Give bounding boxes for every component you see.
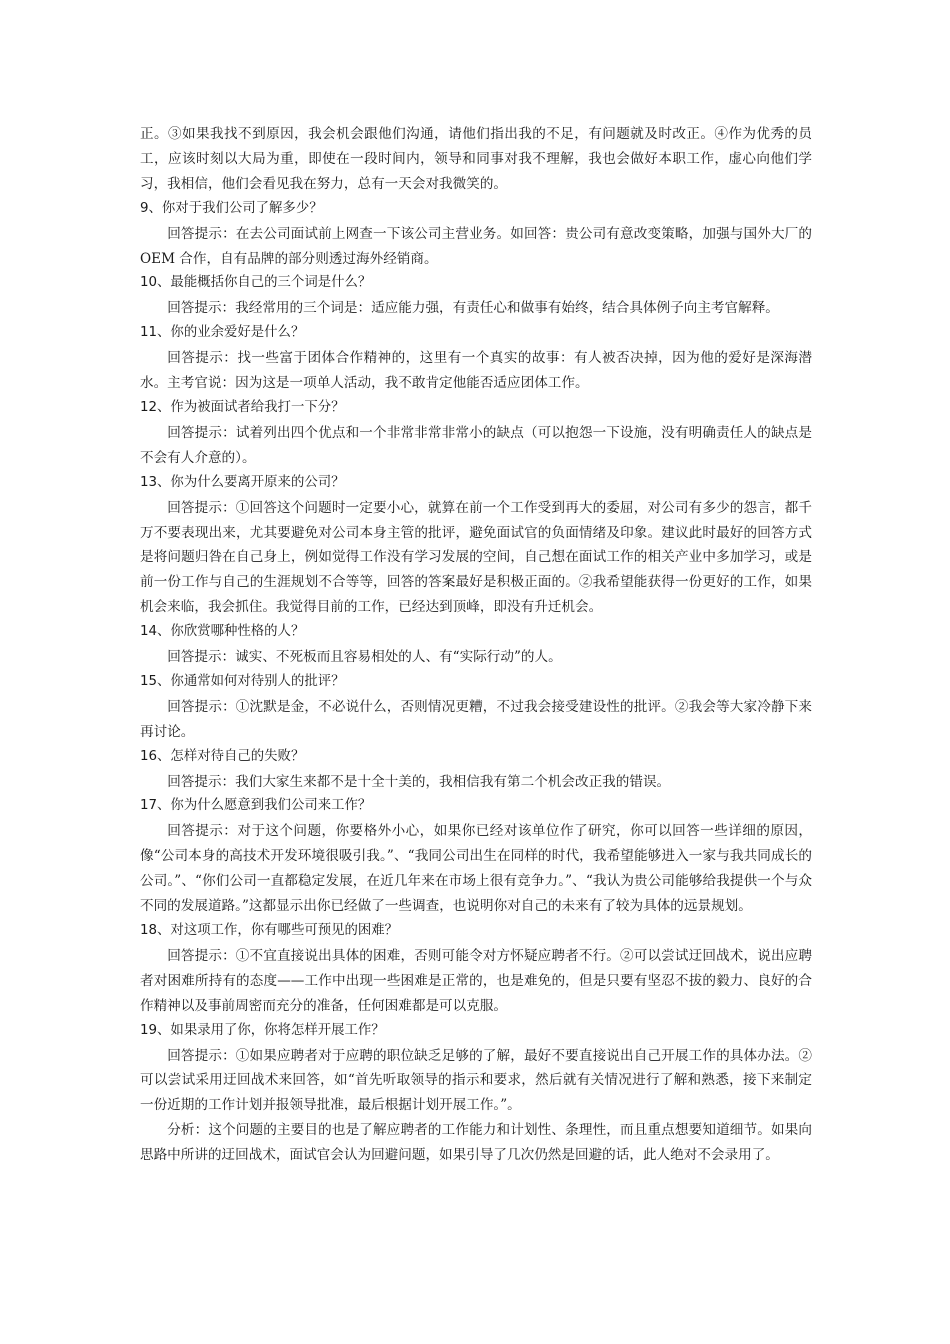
answer-17: 回答提示：对于这个问题，你要格外小心，如果你已经对该单位作了研究，你可以回答一些详细的原因，像“公司本身的高技术开发环境很吸引我。”、“我同公司出生在同样的时代，我希望能够进入一家与我共同成长的公司。”、“你们公司一直都稳定发展，在近几年来在市场上很有竞争力。”、“我认为贵公司能够给我提供一个与众不同的发展道路。”这都显示出你已经做了一些调查，也说明你对自己的未来有了较为具体的远景规划。 (140, 823, 812, 915)
question-17: 17、你为什么愿意到我们公司来工作？ (140, 798, 372, 814)
question-14: 14、你欣赏哪种性格的人？ (140, 624, 305, 640)
question-13: 13、你为什么要离开原来的公司？ (140, 474, 345, 490)
answer-13: 回答提示：①回答这个问题时一定要小心，就算在前一个工作受到再大的委屈，对公司有多少的怨言，都千万不要表现出来，尤其要避免对公司本身主管的批评，避免面试官的负面情绪及印象。建议此时最好的回答方式是将问题归咎在自己身上，例如觉得工作没有学习发展的空间，自己想在面试工作的相关产业中多加学习，或是前一份工作与自己的生涯规划不合等等，回答的答案最好是积极正面的。②我希望能获得一份更好的工作，如果机会来临，我会抓住。我觉得目前的工作，已经达到顶峰，即没有升迁机会。 (140, 499, 812, 616)
intro-paragraph: 正。③如果我找不到原因，我会机会跟他们沟通，请他们指出我的不足，有问题就及时改正。④作为优秀的员工，应该时刻以大局为重，即使在一段时间内，领导和同事对我不理解，我也会做好本职工作，虚心向他们学习，我相信，他们会看见我在努力，总有一天会对我微笑的。 (140, 126, 812, 192)
question-10: 10、最能概括你自己的三个词是什么？ (140, 275, 372, 291)
answer-9: 回答提示：在去公司面试前上网查一下该公司主营业务。如回答：贵公司有意改变策略，加强与国外大厂的 OEM 合作，自有品牌的部分则透过海外经销商。 (140, 225, 812, 267)
question-18: 18、对这项工作，你有哪些可预见的困难？ (140, 923, 399, 938)
answer-14: 回答提示：诚实、不死板而且容易相处的人、有“实际行动”的人。 (167, 649, 562, 666)
question-12: 12、作为被面试者给我打一下分？ (140, 399, 345, 415)
question-9: 9、你对于我们公司了解多少？ (140, 200, 323, 216)
document-body (140, 122, 812, 1168)
question-11: 11、你的业余爱好是什么？ (140, 325, 305, 341)
answer-18: 回答提示：①不宜直接说出具体的困难，否则可能令对方怀疑应聘者不行。②可以尝试迂回战术，说出应聘者对困难所持有的态度——工作中出现一些困难是正常的，也是难免的，但是只要有坚忍不拔的毅力、良好的合作精神以及事前周密而充分的准备，任何困难都是可以克服。 (140, 947, 812, 1014)
answer-16: 回答提示：我们大家生来都不是十全十美的，我相信我有第二个机会改正我的错误。 (167, 773, 671, 790)
analysis-19: 分析：这个问题的主要目的也是了解应聘者的工作能力和计划性、条理性，而且重点想要知道细节。如果向思路中所讲的迂回战术，面试官会认为回避问题，如果引导了几次仍然是回避的话，此人绝对不会录用了。 (140, 1122, 812, 1164)
question-16: 16、怎样对待自己的失败？ (140, 748, 305, 764)
answer-10: 回答提示：我经常用的三个词是：适应能力强，有责任心和做事有始终，结合具体例子向主考官解释。 (167, 300, 779, 317)
answer-15: 回答提示：①沈默是金，不必说什么，否则情况更糟，不过我会接受建设性的批评。②我会等大家冷静下来再讨论。 (140, 698, 812, 740)
question-15: 15、你通常如何对待别人的批评？ (140, 673, 345, 689)
question-19: 19、如果录用了你，你将怎样开展工作？ (140, 1022, 385, 1038)
answer-19: 回答提示：①如果应聘者对于应聘的职位缺乏足够的了解，最好不要直接说出自己开展工作的具体办法。②可以尝试采用迂回战术来回答，如“首先听取领导的指示和要求，然后就有关情况进行了解和熟悉，接下来制定一份近期的工作计划并报领导批准，最后根据计划开展工作。”。 (140, 1047, 812, 1114)
answer-11: 回答提示：找一些富于团体合作精神的，这里有一个真实的故事：有人被否决掉，因为他的爱好是深海潜水。主考官说：因为这是一项单人活动，我不敢肯定他能否适应团体工作。 (140, 350, 812, 392)
answer-12: 回答提示：试着列出四个优点和一个非常非常非常小的缺点（可以抱怨一下设施，没有明确责任人的缺点是不会有人介意的）。 (140, 424, 812, 466)
